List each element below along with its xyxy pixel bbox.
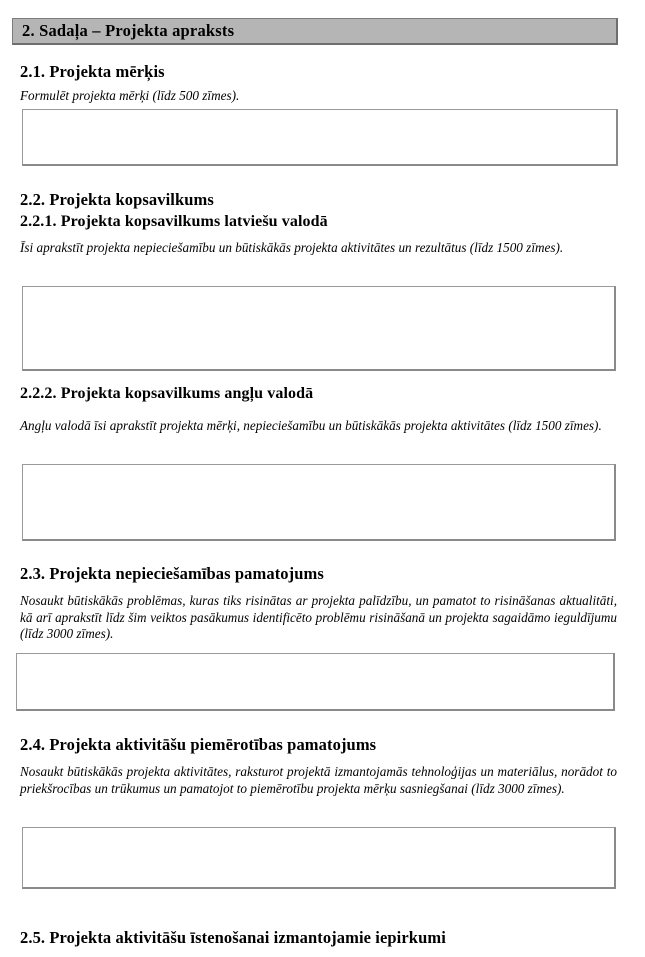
answer-box-2-4[interactable] — [22, 827, 616, 889]
answer-box-2-2-1[interactable] — [22, 286, 616, 371]
instruction-2-3: Nosaukt būtiskākās problēmas, kuras tiks risinātas ar projekta palīdzību, un pamatot to risināšanas aktualitāti, kā arī aprakstīt līdz šim veiktos pasākumus identificēto problēmu risināšanā un projekta sagaidāmo ieguldījumu (līdz 3000 zīmes). — [20, 593, 617, 641]
answer-box-2-2-2[interactable] — [22, 464, 616, 541]
heading-2-2: 2.2. Projekta kopsavilkums — [20, 190, 214, 209]
instruction-2-4: Nosaukt būtiskākās projekta aktivitātes, raksturot projektā izmantojamās tehnoloģijas un materiālus, norādot to priekšrocības un trūkumus un pamatojot to piemērotību projekta mērķu sasniegšanai (līdz 3000 zīmes). — [20, 764, 617, 796]
heading-2-1: 2.1. Projekta mērķis — [20, 62, 165, 81]
heading-2-4: 2.4. Projekta aktivitāšu piemērotības pamatojums — [20, 735, 377, 754]
heading-2-2-2: 2.2.2. Projekta kopsavilkums angļu valodā — [20, 385, 314, 402]
answer-box-2-1[interactable] — [22, 109, 618, 166]
section-banner — [12, 18, 618, 45]
section-banner-title: 2. Sadaļa – Projekta apraksts — [22, 20, 235, 40]
instruction-2-1: Formulēt projekta mērķi (līdz 500 zīmes). — [20, 88, 240, 103]
heading-2-3: 2.3. Projekta nepieciešamības pamatojums — [20, 564, 324, 583]
instruction-2-2-2: Angļu valodā īsi aprakstīt projekta mērķi, nepieciešamību un būtiskākās projekta aktivitātes (līdz 1500 zīmes). — [20, 418, 602, 433]
answer-box-2-3[interactable] — [16, 653, 615, 711]
instruction-2-2-1: Īsi aprakstīt projekta nepieciešamību un būtiskākās projekta aktivitātes un rezultātus (līdz 1500 zīmes). — [20, 240, 564, 255]
heading-2-5: 2.5. Projekta aktivitāšu īstenošanai izmantojamie iepirkumi — [20, 928, 446, 947]
heading-2-2-1: 2.2.1. Projekta kopsavilkums latviešu valodā — [20, 213, 328, 230]
